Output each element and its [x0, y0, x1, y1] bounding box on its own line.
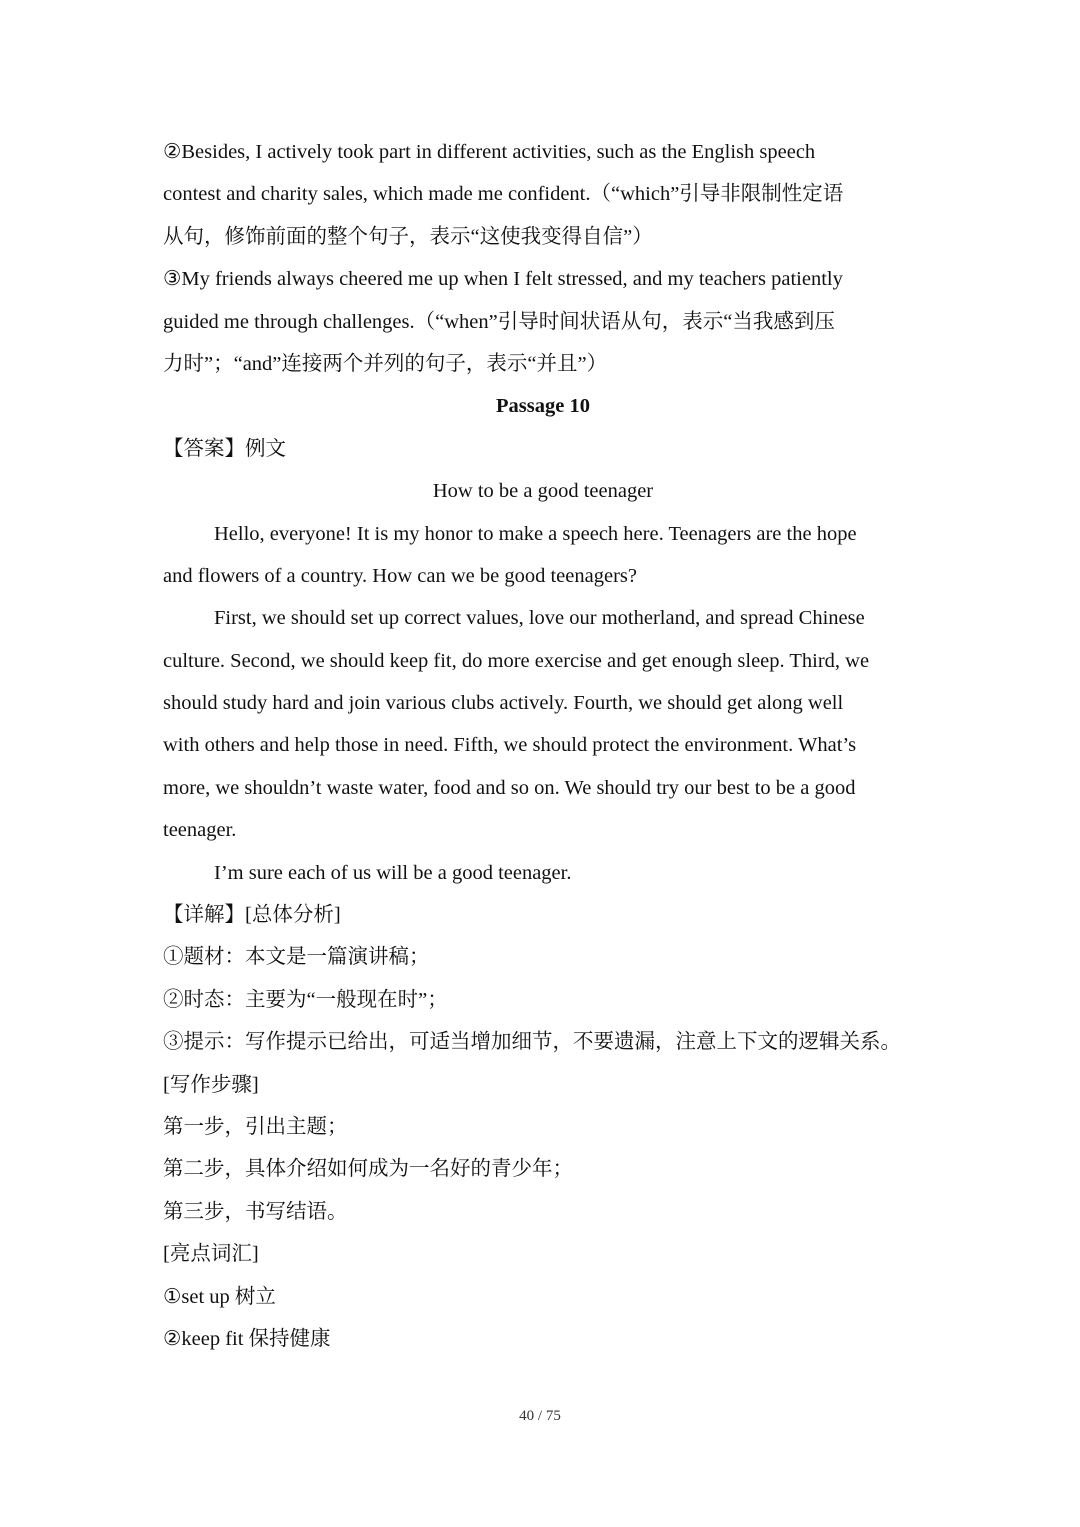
text-line: ①题材：本文是一篇演讲稿； [163, 946, 430, 969]
section-heading: [亮点词汇] [163, 1243, 259, 1266]
essay-paragraph-start: First, we should set up correct values, love our motherland, and spread Chinese [214, 607, 865, 630]
text-line: ②keep fit 保持健康 [163, 1327, 331, 1350]
analysis-heading: 【详解】[总体分析] [163, 904, 341, 927]
text-line: 第一步，引出主题； [163, 1115, 348, 1138]
text-line: 第三步，书写结语。 [163, 1200, 348, 1223]
essay-paragraph-start: Hello, everyone! It is my honor to make a speech here. Teenagers are the hope [214, 522, 857, 545]
text-line: 力时”；“and”连接两个并列的句子，表示“并且”） [163, 352, 608, 375]
section-heading: [写作步骤] [163, 1073, 259, 1096]
text-line: contest and charity sales, which made me confident.（“which”引导非限制性定语 [163, 183, 844, 206]
passage-heading: Passage 10 [496, 395, 590, 418]
text-line: more, we shouldn’t waste water, food and so on. We should try our best to be a good [163, 776, 856, 799]
page-number: 40 / 75 [519, 1408, 561, 1424]
answer-label: 【答案】例文 [163, 437, 286, 460]
essay-paragraph-start: I’m sure each of us will be a good teenager. [214, 861, 572, 884]
text-line: should study hard and join various clubs actively. Fourth, we should get along well [163, 692, 844, 715]
essay-title: How to be a good teenager [432, 480, 654, 503]
text-line: 第二步，具体介绍如何成为一名好的青少年； [163, 1158, 573, 1181]
text-line: ③My friends always cheered me up when I felt stressed, and my teachers patiently [163, 268, 843, 291]
text-line: ①set up 树立 [163, 1285, 276, 1308]
text-line: guided me through challenges.（“when”引导时间状语从句，表示“当我感到压 [163, 310, 835, 333]
text-line: teenager. [163, 819, 237, 842]
text-line: culture. Second, we should keep fit, do more exercise and get enough sleep. Third, we [163, 649, 870, 672]
page-content [163, 131, 923, 1360]
text-line: and flowers of a country. How can we be good teenagers? [163, 564, 637, 587]
text-line: 从句，修饰前面的整个句子，表示“这使我变得自信”） [163, 225, 653, 248]
text-line: ②Besides, I actively took part in different activities, such as the English speech [163, 141, 816, 163]
text-line: ②时态：主要为“一般现在时”； [163, 988, 448, 1011]
text-line: ③提示：写作提示已给出，可适当增加细节，不要遗漏，注意上下文的逻辑关系。 [163, 1031, 901, 1054]
text-line: with others and help those in need. Fifth, we should protect the environment. What’s [163, 734, 857, 757]
